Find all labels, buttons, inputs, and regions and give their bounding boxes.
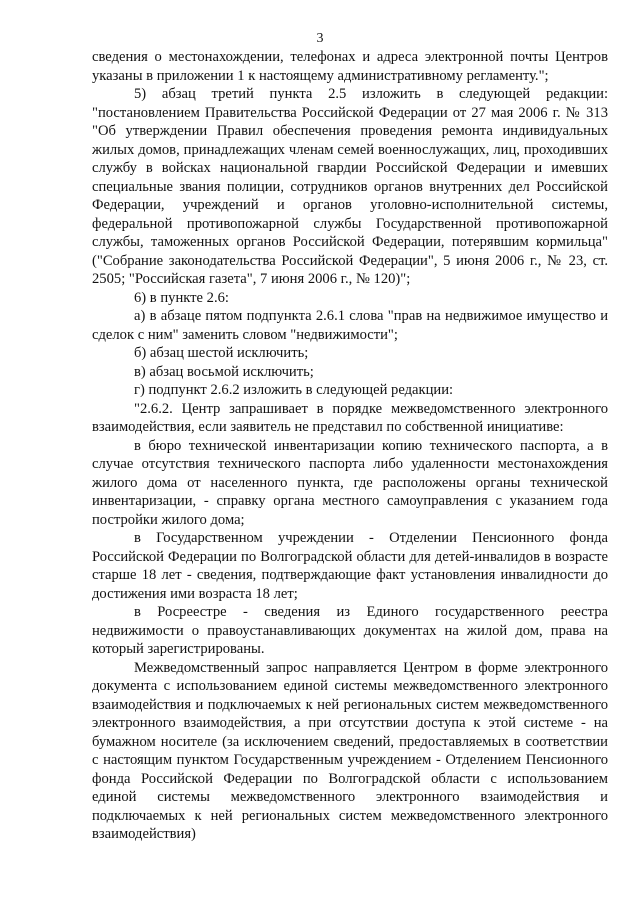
- paragraph-item-6v: в) абзац восьмой исключить;: [134, 363, 314, 380]
- paragraph-item-6a: а) в абзаце пятом подпункта 2.6.1 слова "прав на недвижимое имущество и сделок с ним" заменить словом "недвижимости";: [92, 308, 608, 343]
- document-body: [92, 48, 608, 844]
- paragraph-item-6b: б) абзац шестой исключить;: [134, 345, 309, 361]
- paragraph-item-5: 5) абзац третий пункта 2.5 изложить в следующей редакции: "постановлением Правительства Российской Федерации от 27 мая 2006 г. № 313 "Об утверждении Правил обеспечения проведения ремонта индивидуальных жилых домов, принадлежащих членам семей военнослужащих, лиц, проходивших службу в войсках национальной гвардии Российской Федерации и имевших специальные звания полиции, сотрудников органов внутренних дел Российской Федерации, учреждений и органов уголовно-исполнительной системы, федеральной противопожарной службы Государственной противопожарной службы, таможенных органов Российской Федерации, потерявшим кормильца" ("Собрание законодательства Российской Федерации", 5 июня 2006 г., № 23, ст. 2505; "Российская газета", 7 июня 2006 г., № 120)";: [92, 86, 608, 287]
- paragraph-bti: в бюро технической инвентаризации копию технического паспорта, а в случае отсутствия технического паспорта либо удаленности местонахождения жилого дома от населенного пункта, где расположены органы технической инвентаризации, - справку органа местного самоуправления с указанием года постройки жилого дома;: [92, 437, 608, 528]
- paragraph-interagency-request: Межведомственный запрос направляется Центром в форме электронного документа с использованием единой системы межведомственного электронного взаимодействия и подключаемых к ней региональных систем межведомственного электронного взаимодействия, а при отсутствии доступа к этой системе - на бумажном носителе (за исключением сведений, предоставляемых в соответствии с настоящим пунктом Государственным учреждением - Отделением Пенсионного фонда Российской Федерации по Волгоградской области с использованием единой системы межведомственного электронного взаимодействия и подключаемых к ней региональных систем межведомственного электронного взаимодействия): [92, 659, 608, 842]
- paragraph-2-6-2: "2.6.2. Центр запрашивает в порядке межведомственного электронного взаимодействия, если заявитель не представил по собственной инициативе:: [92, 400, 608, 435]
- paragraph-item-6: 6) в пункте 2.6:: [134, 289, 229, 306]
- paragraph-rosreestr: в Росреестре - сведения из Единого государственного реестра недвижимости о правоустанавливающих документах на жилой дом, права на который зарегистрированы.: [92, 604, 608, 657]
- paragraph-item-6g: г) подпункт 2.6.2 изложить в следующей редакции:: [134, 382, 454, 398]
- page-number: 3: [316, 31, 324, 46]
- paragraph-pension-fund: в Государственном учреждении - Отделении Пенсионного фонда Российской Федерации по Волгоградской области для детей-инвалидов в возрасте старше 18 лет - сведения, подтверждающие факт установления инвалидности до достижения ими возраста 18 лет;: [92, 530, 608, 602]
- paragraph-contacts-info: сведения о местонахождении, телефонах и адреса электронной почты Центров указаны в приложении 1 к настоящему административному регламенту.";: [92, 49, 608, 84]
